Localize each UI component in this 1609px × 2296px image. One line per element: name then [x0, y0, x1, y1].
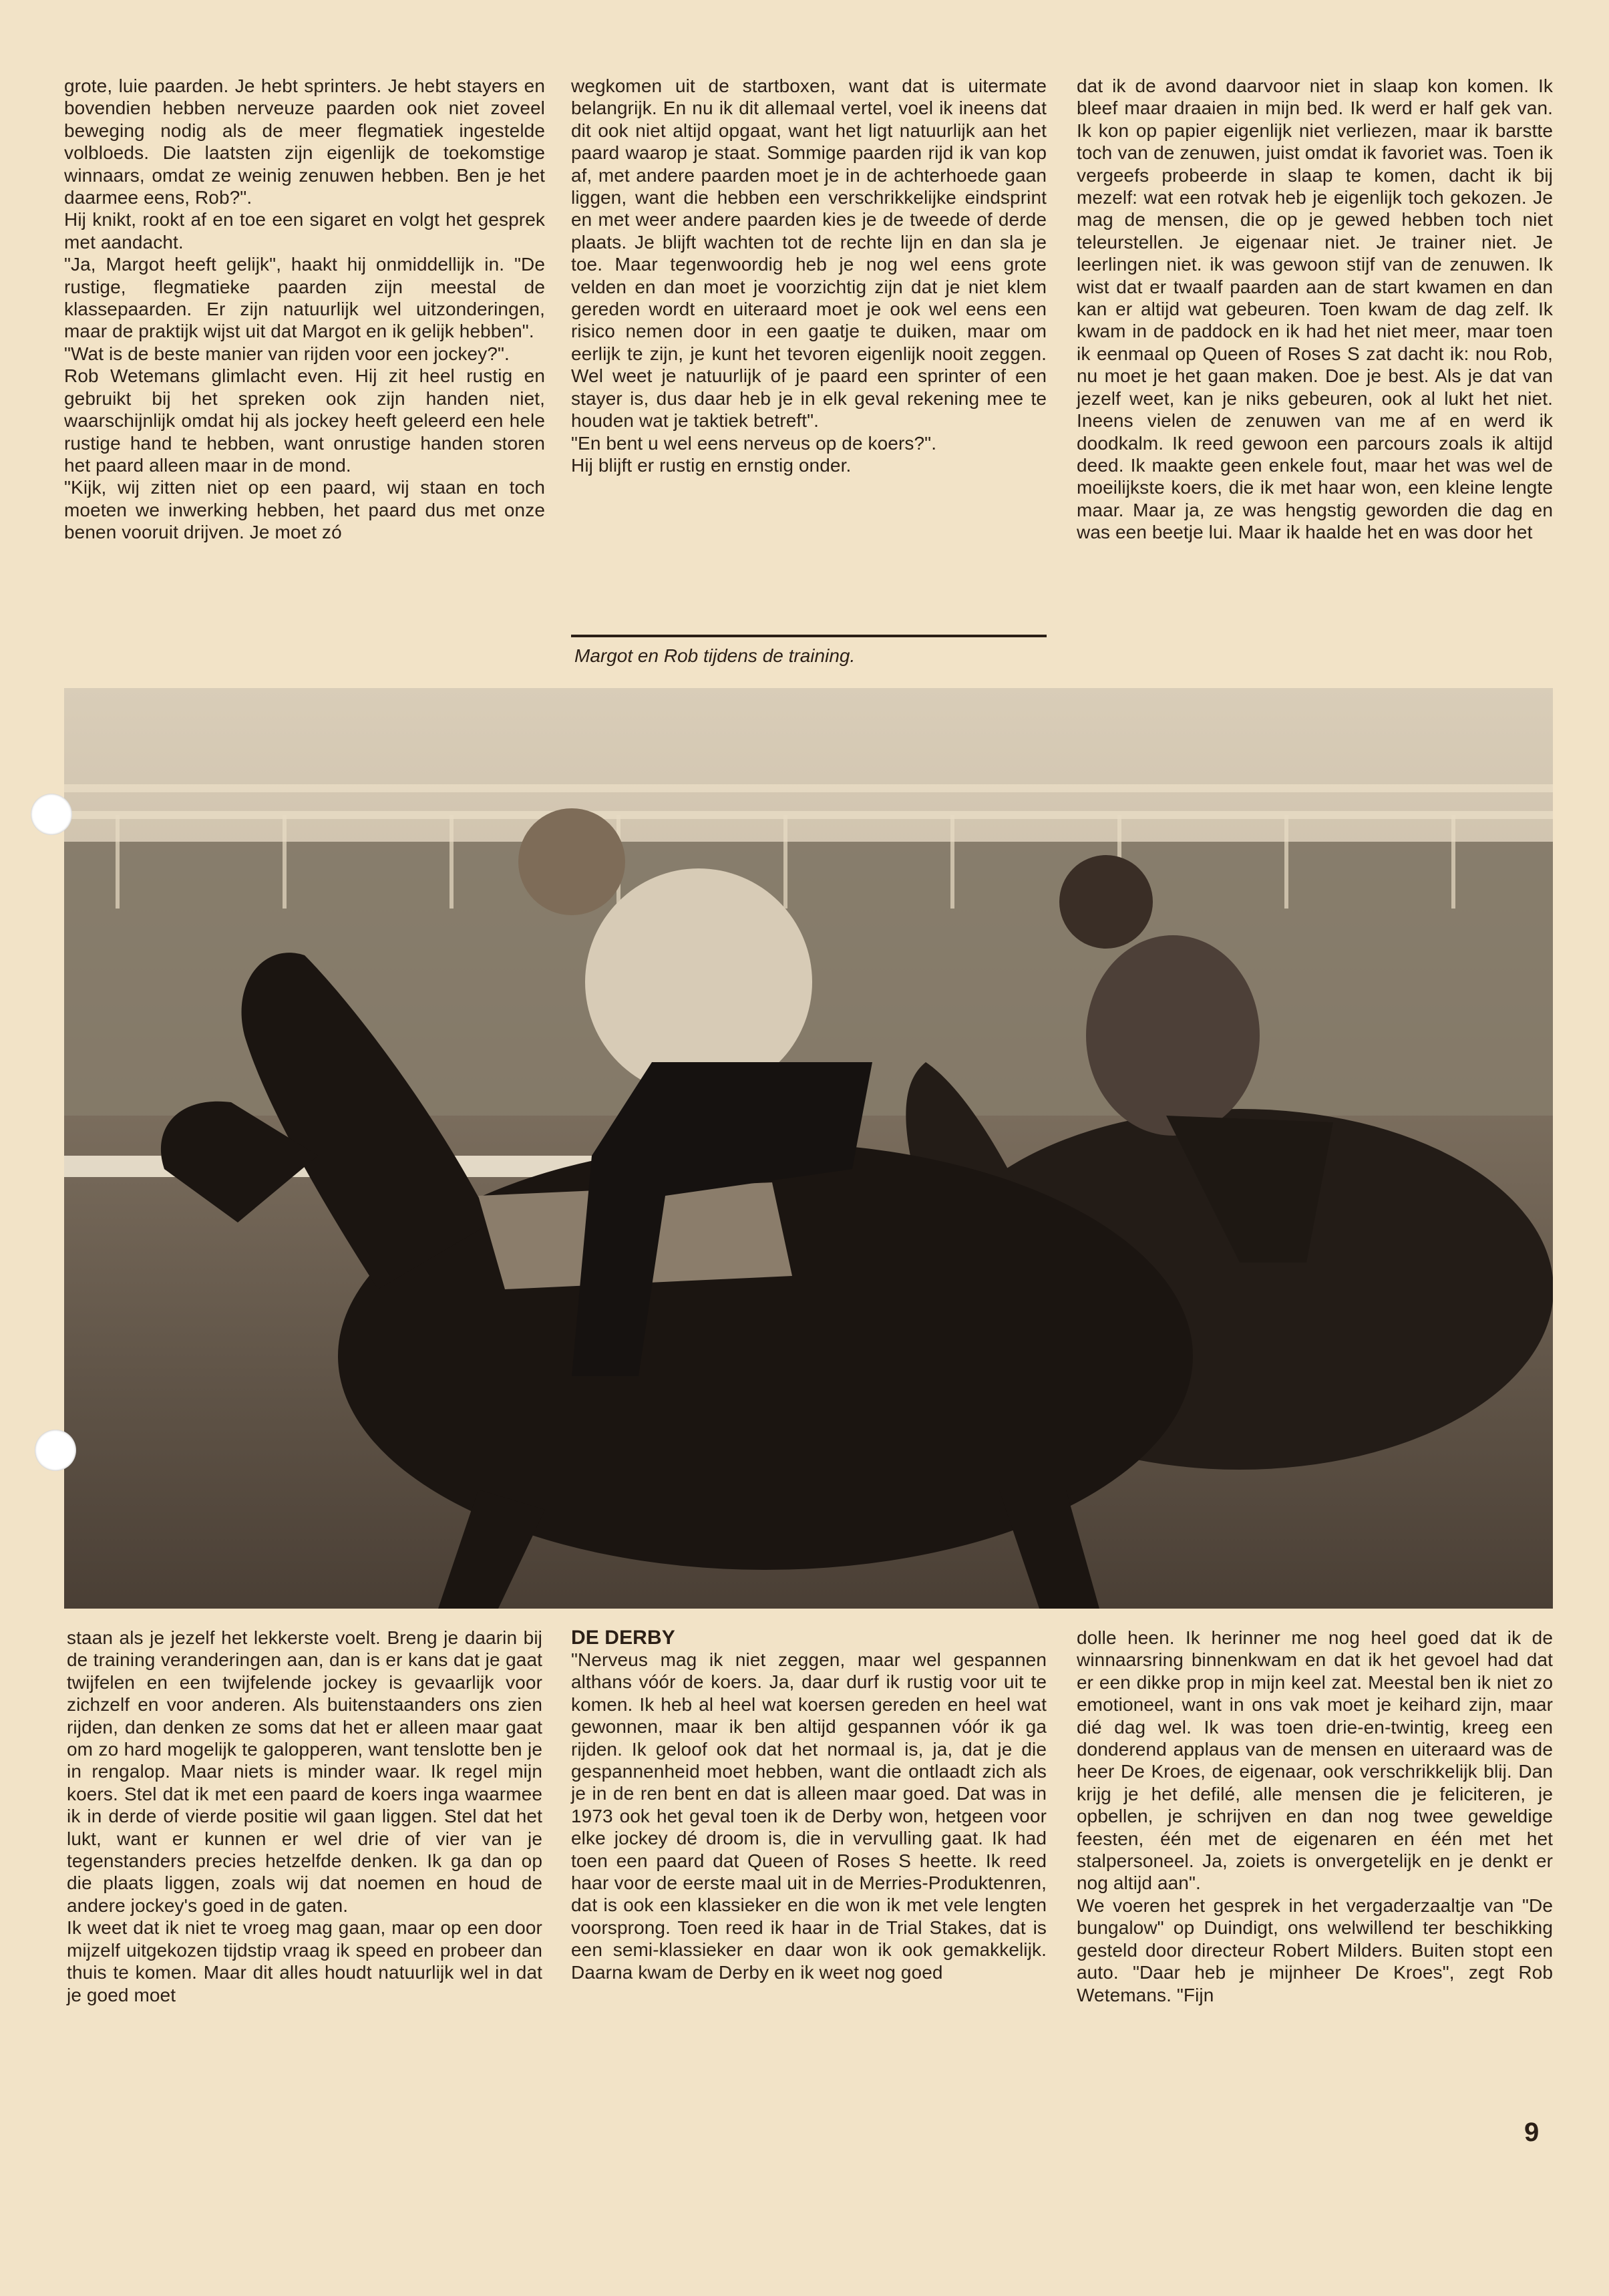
paragraph: "Ja, Margot heeft gelijk", haakt hij onmiddellijk in. "De rustige, flegmatieke paarden zijn meestal de klassepaarden. Er zijn natuurlijk wel uitzonderingen, maar de praktijk wijst uit dat Margot en ik gelijk hebben".	[64, 254, 545, 342]
top-column-3	[1077, 75, 1553, 544]
training-photo	[64, 688, 1553, 1609]
horse-riders-illustration	[64, 688, 1553, 1609]
caption-divider	[571, 635, 1047, 637]
bottom-column-2	[571, 1627, 1047, 1983]
paragraph: "En bent u wel eens nerveus op de koers?".	[571, 432, 937, 454]
bottom-column-1	[67, 1627, 542, 2006]
punch-hole	[35, 1430, 76, 1471]
paragraph: Ik weet dat ik niet te vroeg mag gaan, maar op een door mijzelf uitgekozen tijdstip vraag ik speed en probeer dan thuis te komen. Maar dit alles houdt natuurlijk wel in dat je goed moet	[67, 1917, 542, 2005]
paragraph: dat ik de avond daarvoor niet in slaap kon komen. Ik bleef maar draaien in mijn bed. Ik werd er half gek van. Ik kon op papier eigenlijk niet verliezen, maar ik barstte toch van de zenuwen, juist omdat ik favoriet was. Toen ik vergeefs probeerde in slaap te komen, dacht ik bij mezelf: wat een rotvak heb je eigenlijk toch gekozen. Je mag de mensen, die op je gewed hebben toch niet teleurstellen. Je eigenaar niet. Je trainer niet. Je leerlingen niet. ik was gewoon stijf van de zenuwen. Ik wist dat er twaalf paarden aan de start kwamen en dan kan er altijd wat gebeuren. Toen kwam de dag zelf. Ik kwam in de paddock en ik had het niet meer, maar toen ik eenmaal op Queen of Roses S zat dacht ik: nou Rob, nu moet je het gaan maken. Doe je best. Als je dat van jezelf weet, kan je niks gebeuren, ook al lukt het niet. Ineens vielen de zenuwen van me af en werd ik doodkalm. Ik reed gewoon een parcours zoals ik altijd deed. Ik maakte geen enkele fout, maar het was wel de moeilijkste koers, die ik met haar won, een kleine lengte maar. Maar ja, ze was hengstig geworden die dag en was een beetje lui. Maar ik haalde het en was door het	[1077, 75, 1553, 543]
paragraph: "Wat is de beste manier van rijden voor een jockey?".	[64, 343, 510, 364]
paragraph: "Kijk, wij zitten niet op een paard, wij staan en toch moeten we inwerking hebben, het paard dus met onze benen vooruit drijven. Je moet zó	[64, 477, 545, 543]
paragraph: grote, luie paarden. Je hebt sprinters. Je hebt stayers en bovendien hebben nerveuze paarden ook niet zoveel beweging nodig als de meer flegmatiek ingestelde volbloeds. Die laatsten zijn eigenlijk de toekomstige winnaars, omdat ze weinig zenuwen hebben. Ben je het daarmee eens, Rob?".	[64, 75, 545, 208]
top-column-2	[571, 75, 1047, 476]
paragraph: staan als je jezelf het lekkerste voelt. Breng je daarin bij de training veranderingen aan, dan is er kans dat je gaat twijfelen en een twijfelende jockey is gevaarlijk voor zichzelf en voor anderen. Als buitenstaanders ons zien rijden, dan denken ze soms dat het er alleen maar gaat om zo hard mogelijk te galopperen, want tenslotte ben je in rengalop. Maar niets is minder waar. Ik regel mijn koers. Stel dat ik met een paard de koers inga waarmee ik in derde of vierde positie wil gaan liggen. Stel dat het lukt, want er kunnen er wel drie of vier van je tegenstanders precies hetzelfde denken. Ik ga dan op die plaats liggen, zoals wij dat noemen en houd de andere jockey's goed in de gaten.	[67, 1627, 542, 1916]
page-number: 9	[1524, 2118, 1540, 2147]
photo-caption: Margot en Rob tijdens de training.	[574, 645, 856, 666]
section-heading: DE DERBY	[571, 1627, 675, 1649]
bottom-column-3	[1077, 1627, 1553, 2006]
top-column-1	[64, 75, 545, 544]
paragraph: Hij knikt, rookt af en toe een sigaret en volgt het gesprek met aandacht.	[64, 209, 545, 253]
paragraph: Hij blijft er rustig en ernstig onder.	[571, 454, 852, 476]
paragraph: dolle heen. Ik herinner me nog heel goed dat ik de winnaarsring binnenkwam en dat ik het gevoel had dat er een dikke prop in mijn keel zat. Meestal ben ik niet zo emotioneel, want in ons vak moet je keihard zijn, maar dié dag wel. Ik was toen drie-en-twintig, kreeg een donderend applaus van de mensen en uiteraard was de heer De Kroes, de eigenaar, ook verschrikkelijk blij. Dan krijg je het defilé, alle mensen die je feliciteren, je opbellen, je schrijven en dan nog twee geweldige feesten, één met de eigenaren en één met het stalpersoneel. Ja, zoiets is onvergetelijk en je denkt er nog altijd aan".	[1077, 1627, 1553, 1894]
paragraph: "Nerveus mag ik niet zeggen, maar wel gespannen althans vóór de koers. Ja, daar durf ik rustig voor uit te komen. Ik heb al heel wat koersen gereden en heel wat gewonnen, maar ik ben altijd gespannen vóór ik ga rijden. Ik geloof ook dat het normaal is, ja, dat je die gespannenheid moet hebben, want die ontlaadt zich als je in de ren bent en dat is alleen maar goed. Dat was in 1973 ook het geval toen ik de Derby won, hetgeen voor elke jockey dé droom is, die in vervulling gaat. Ik had toen een paard dat Queen of Roses S heette. Ik reed haar voor de eerste maal uit in de Merries-Produktenren, dat is ook een klassieker en die won ik met vele lengten voorsprong. Toen reed ik haar in de Trial Stakes, dat is een semi-klassieker en daar won ik ook gemakkelijk. Daarna kwam de Derby en ik weet nog goed	[571, 1649, 1047, 1983]
paragraph: wegkomen uit de startboxen, want dat is uitermate belangrijk. En nu ik dit allemaal vertel, voel ik ineens dat dit ook niet altijd opgaat, want het ligt natuurlijk aan het paard waarop je staat. Sommige paarden rijd ik van kop af, met andere paarden moet je in de achterhoede gaan liggen, want die hebben een verschrikkelijke eindsprint en met weer andere paarden kies je de tweede of derde plaats. Je blijft wachten tot de rechte lijn en dan sla je toe. Maar tegenwoordig heb je nog wel eens grote velden en dan moet je voorzichtig zijn dat je niet klem gereden wordt en uiteraard moet je ook wel eens een risico nemen door in een gaatje te duiken, maar om eerlijk te zijn, je kunt het tevoren eigenlijk nooit zeggen. Wel weet je natuurlijk of je paard een sprinter of een stayer is, dus daar heb je in elk geval rekening mee te houden wat je taktiek betreft".	[571, 75, 1047, 432]
punch-hole	[31, 794, 72, 835]
paragraph: Rob Wetemans glimlacht even. Hij zit heel rustig en gebruikt bij het spreken ook zijn handen niet, waarschijnlijk omdat hij als jockey heeft geleerd een hele rustige hand te hebben, want onrustige handen storen het paard alleen maar in de mond.	[64, 365, 545, 476]
paragraph: We voeren het gesprek in het vergaderzaaltje van "De bungalow" op Duindigt, ons welwillend ter beschikking gesteld door directeur Robert Milders. Buiten stopt een auto. "Daar heb je mijnheer De Kroes", zegt Rob Wetemans. "Fijn	[1077, 1895, 1553, 2005]
